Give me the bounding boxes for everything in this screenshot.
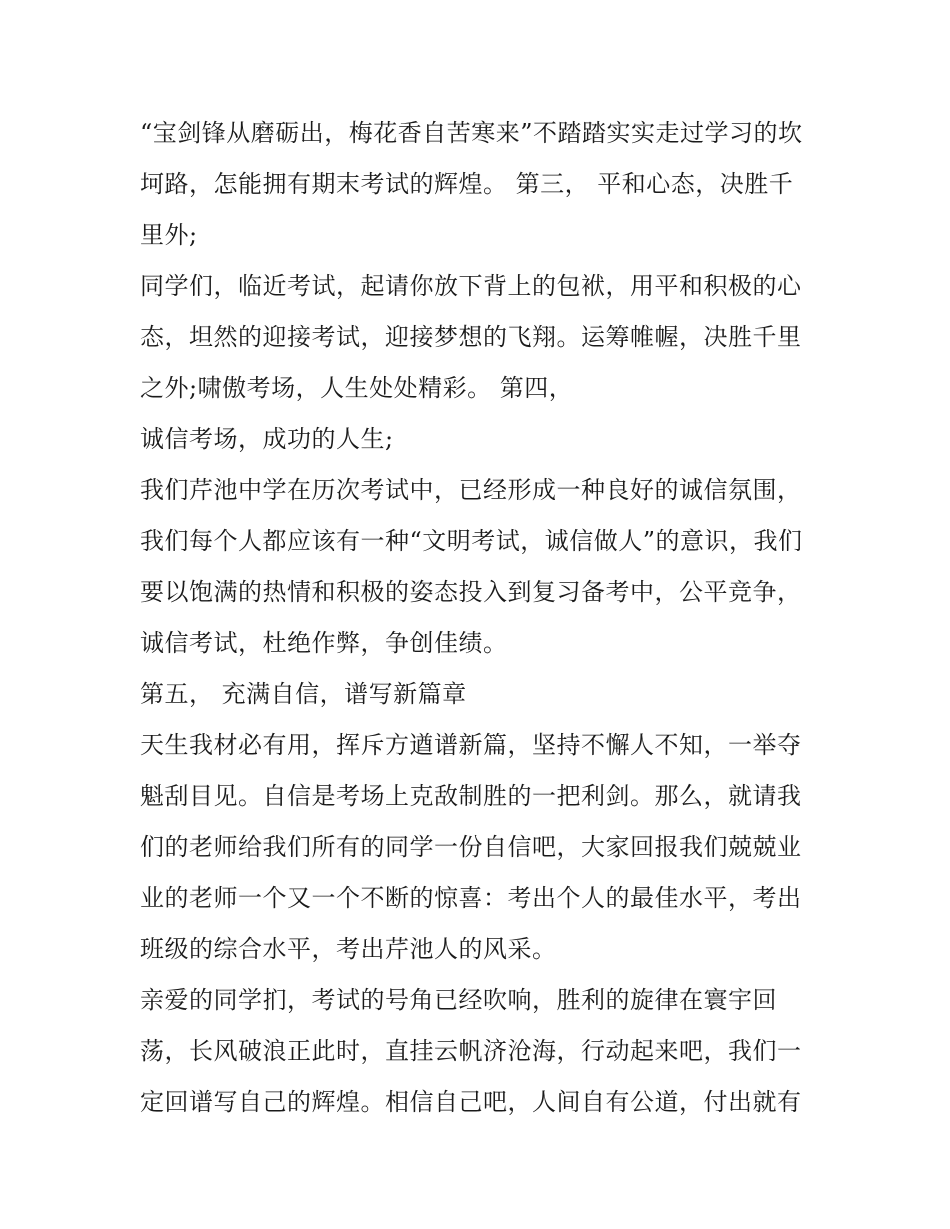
text-line: 同学们，临近考试，起请你放下背上的包袱，用平和积极的心 bbox=[140, 272, 802, 300]
text-line: 第五， 充满自信，谱写新篇章 bbox=[140, 680, 467, 708]
text-line: 诚信考试，杜绝作弊，争创佳绩。 bbox=[140, 629, 508, 657]
text-line: 定回谱写自己的辉煌。相信自己吧，人间自有公道，付出就有 bbox=[140, 1088, 802, 1116]
text-line: 之外;啸傲考场，人生处处精彩。 第四， bbox=[140, 374, 574, 402]
text-line: 业的老师一个又一个不断的惊喜：考出个人的最佳水平，考出 bbox=[140, 884, 802, 912]
text-line: 亲爱的同学扪，考试的号角已经吹响，胜利的旋律在寰宇回 bbox=[140, 986, 777, 1014]
text-line: 要以饱满的热情和积极的姿态投入到复习备考中，公平竞争， bbox=[140, 578, 802, 606]
text-line: 魁刮目见。自信是考场上克敌制胜的一把利剑。那么，就请我 bbox=[140, 782, 802, 810]
text-line: 们的老师给我们所有的同学一份自信吧，大家回报我们兢兢业 bbox=[140, 833, 802, 861]
document-body bbox=[140, 108, 820, 1128]
text-line: 里外; bbox=[140, 221, 198, 249]
text-line: “宝剑锋从磨砺出，梅花香自苦寒来”不踏踏实实走过学习的坎 bbox=[140, 119, 803, 147]
text-line: 天生我材必有用，挥斥方遒谱新篇，坚持不懈人不知，一举夺 bbox=[140, 731, 802, 759]
text-line: 诚信考场，成功的人生; bbox=[140, 425, 394, 453]
text-line: 我们芹池中学在历次考试中，已经形成一种良好的诚信氛围， bbox=[140, 476, 802, 504]
text-line: 我们每个人都应该有一种“文明考试，诚信做人”的意识，我们 bbox=[140, 527, 803, 555]
text-line: 荡，长风破浪正此时，直挂云帆济沧海，行动起来吧，我们一 bbox=[140, 1037, 802, 1065]
text-line: 坷路，怎能拥有期末考试的辉煌。 第三， 平和心态，决胜千 bbox=[140, 170, 794, 198]
text-line: 态，坦然的迎接考试，迎接梦想的飞翔。运筹帷幄，决胜千里 bbox=[140, 323, 802, 351]
text-line: 班级的综合水平，考出芹池人的风采。 bbox=[140, 935, 557, 963]
